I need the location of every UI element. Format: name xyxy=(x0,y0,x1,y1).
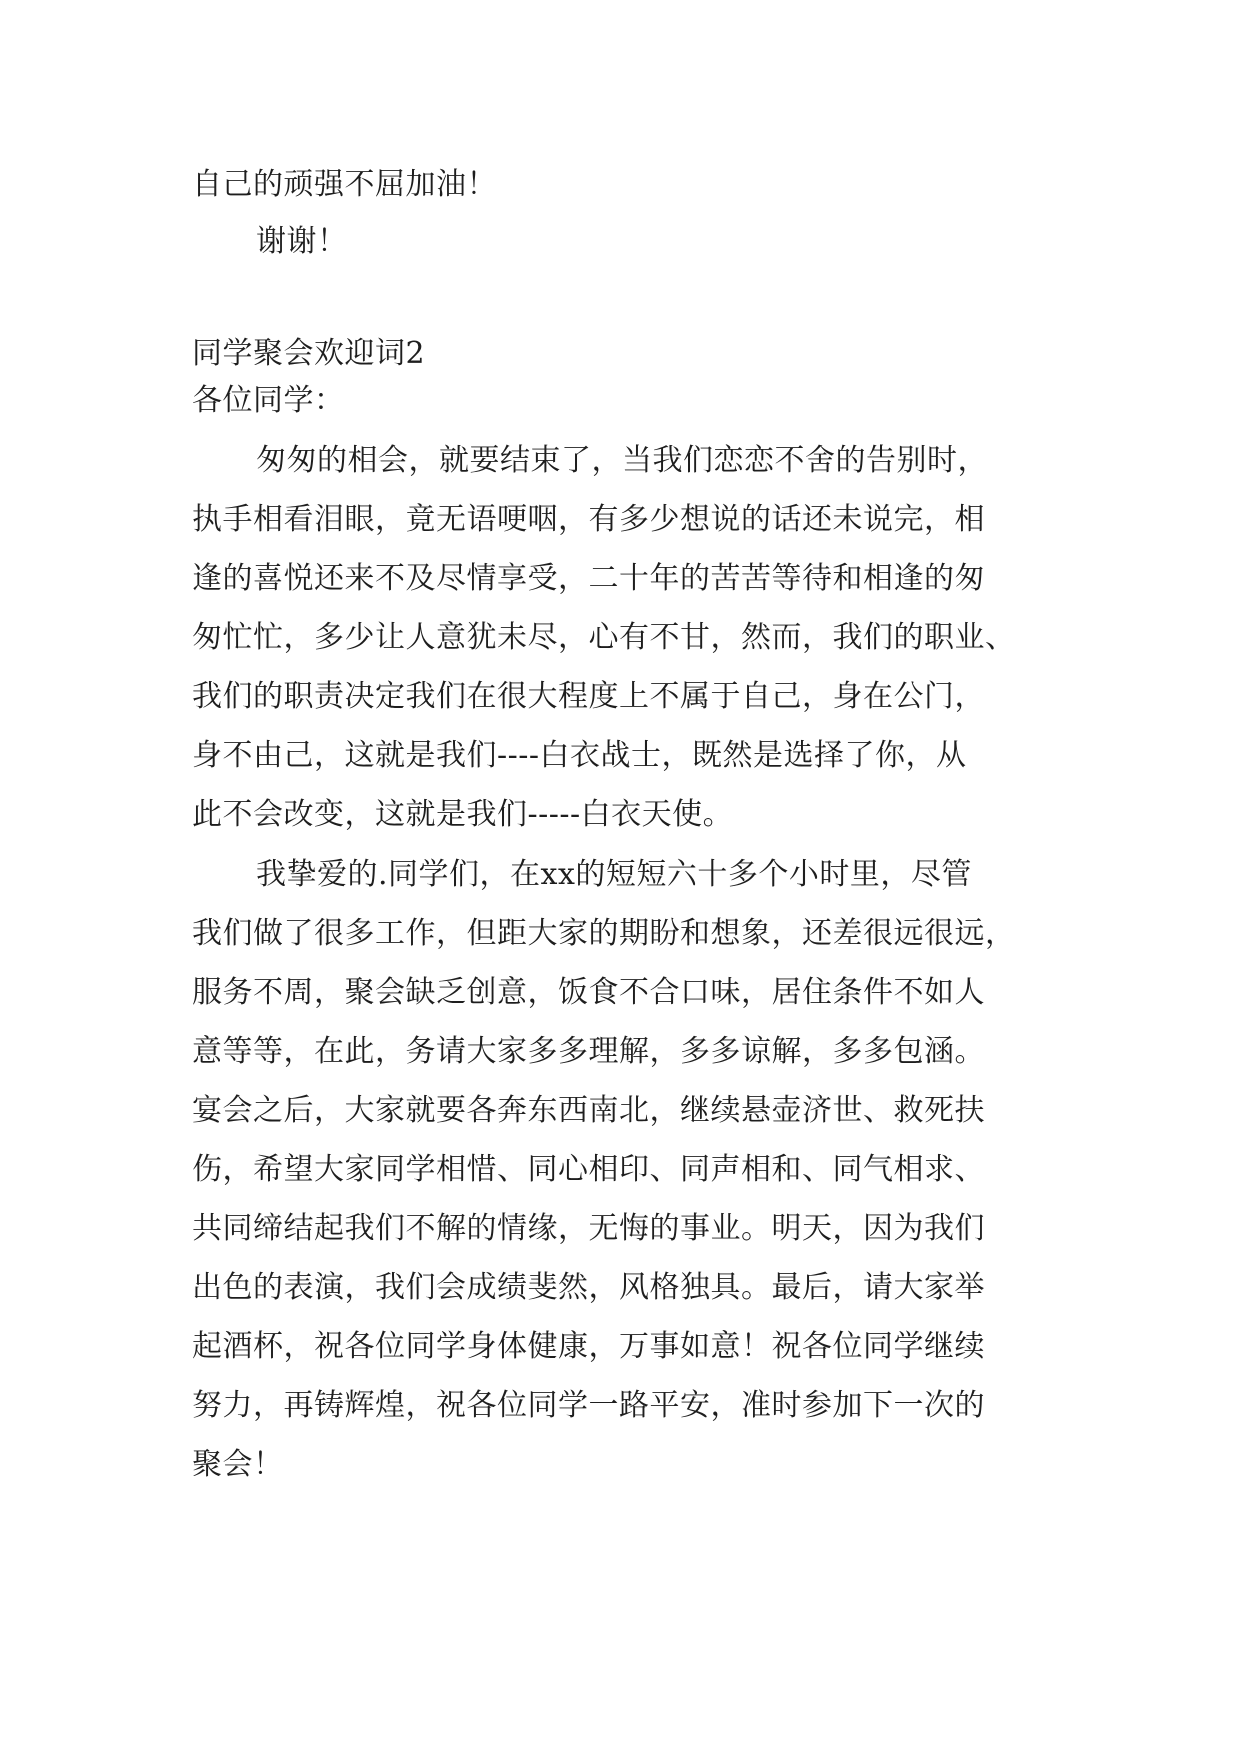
text-line: 我们的职责决定我们在很大程度上不属于自己，身在公门， xyxy=(192,679,985,714)
text-line: 服务不周，聚会缺乏创意，饭食不合口味，居住条件不如人 xyxy=(192,975,985,1010)
text-line: 起酒杯，祝各位同学身体健康，万事如意！祝各位同学继续 xyxy=(192,1329,985,1364)
text-line: 身不由己，这就是我们----白衣战士，既然是选择了你，从 xyxy=(192,738,967,773)
text-line: 执手相看泪眼，竟无语哽咽，有多少想说的话还未说完，相 xyxy=(192,502,985,537)
text-line: 我们做了很多工作，但距大家的期盼和想象，还差很远很远， xyxy=(192,916,1016,951)
text-line: 匆匆的相会，就要结束了，当我们恋恋不舍的告别时， xyxy=(256,443,988,478)
text-line: 此不会改变，这就是我们-----白衣天使。 xyxy=(192,797,734,832)
text-line: 自己的顽强不屈加油！ xyxy=(192,167,497,202)
text-line: 出色的表演，我们会成绩斐然，风格独具。最后，请大家举 xyxy=(192,1270,985,1305)
salutation: 各位同学： xyxy=(192,383,345,418)
text-line: 聚会！ xyxy=(192,1447,284,1482)
text-line: 意等等，在此，务请大家多多理解，多多谅解，多多包涵。 xyxy=(192,1034,985,1069)
section-title: 同学聚会欢迎词2 xyxy=(192,336,426,371)
text-line: 共同缔结起我们不解的情缘，无悔的事业。明天，因为我们 xyxy=(192,1211,985,1246)
text-line: 匆忙忙，多少让人意犹未尽，心有不甘，然而，我们的职业、 xyxy=(192,620,1016,655)
text-line-thanks: 谢谢！ xyxy=(256,224,348,259)
text-line: 我挚爱的.同学们，在xx的短短六十多个小时里，尽管 xyxy=(256,857,972,892)
text-line: 努力，再铸辉煌，祝各位同学一路平安，准时参加下一次的 xyxy=(192,1388,985,1423)
text-line: 逢的喜悦还来不及尽情享受，二十年的苦苦等待和相逢的匆 xyxy=(192,561,985,596)
text-line: 伤，希望大家同学相惜、同心相印、同声相和、同气相求、 xyxy=(192,1152,985,1187)
text-line: 宴会之后，大家就要各奔东西南北，继续悬壶济世、救死扶 xyxy=(192,1093,985,1128)
